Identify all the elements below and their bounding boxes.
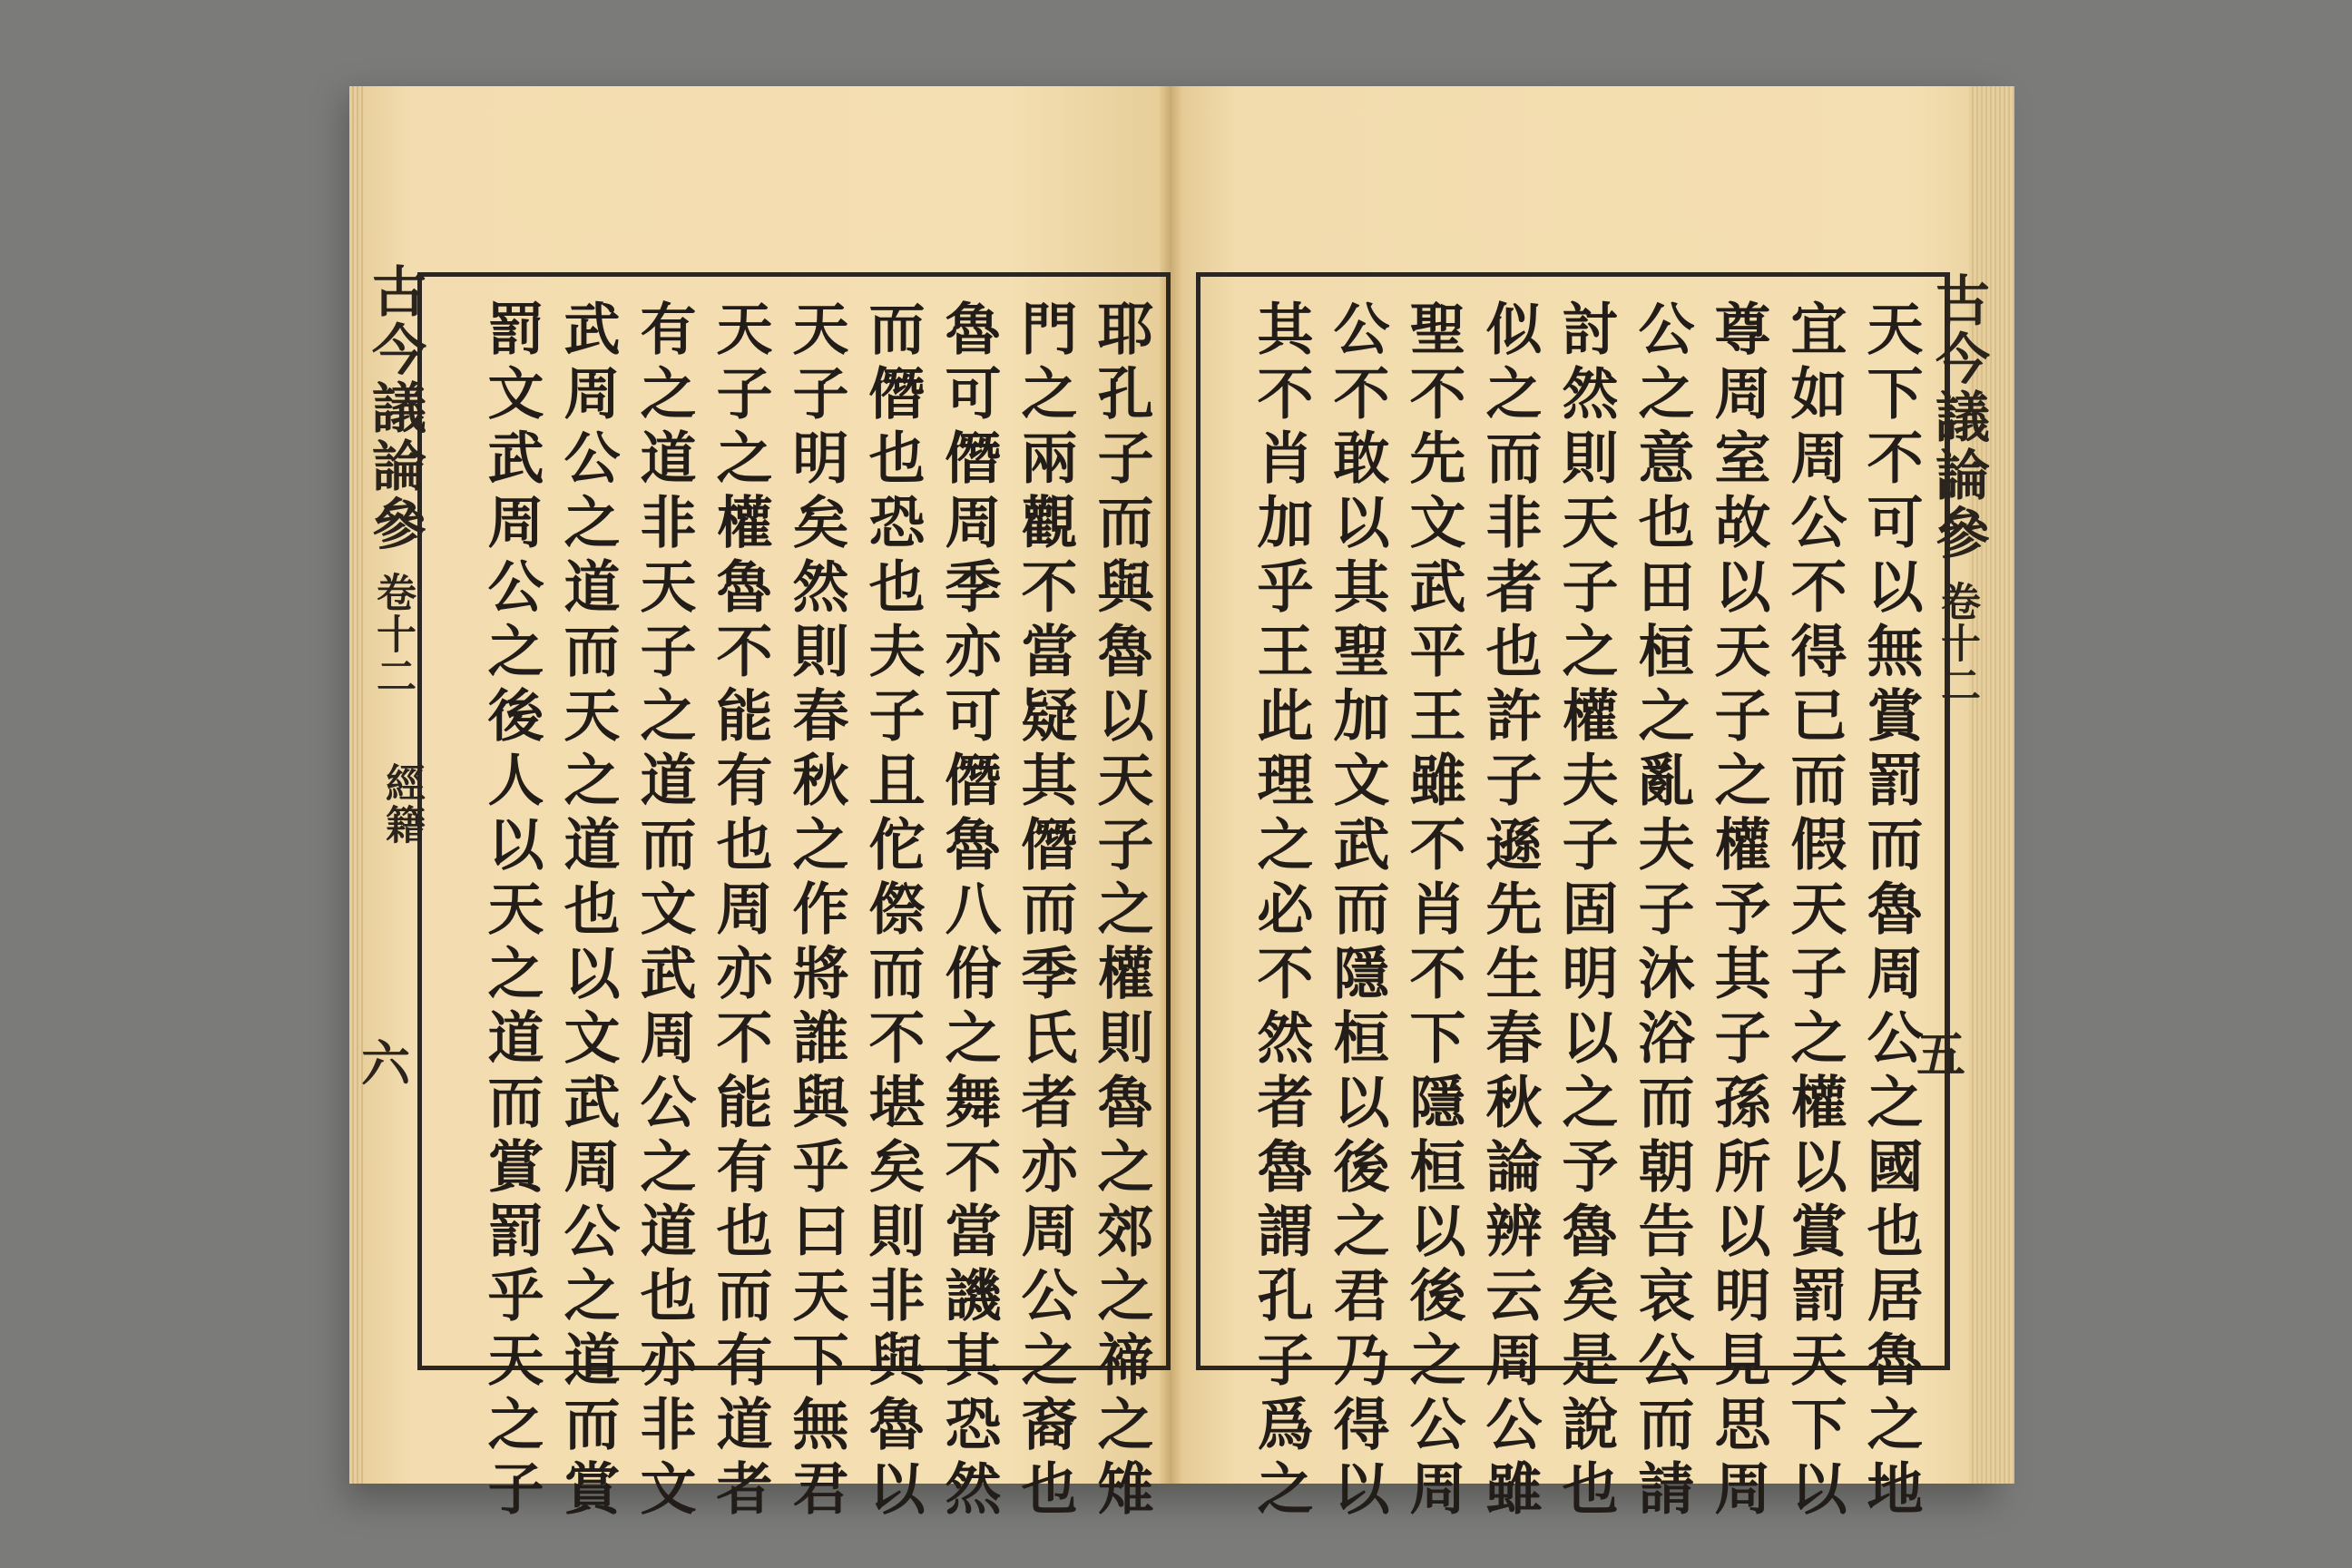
left-col-1: 耶孔子而與魯以天子之權則魯之郊之禘之雉 [1088,299,1154,1524]
right-margin-volume: 卷十二 [1934,581,1980,706]
right-col-1: 天下不可以無賞罰而魯周公之國也居魯之地 [1857,299,1924,1524]
left-margin-category: 經籍 [378,762,425,846]
left-col-7: 有之道非天子之道而文武周公之道也亦非文 [631,299,697,1524]
right-col-8: 公不敢以其聖加文武而隱桓以後之君乃得以 [1324,299,1390,1524]
left-margin-title: 古今議論參 [363,263,426,554]
left-col-5: 天子明矣然則春秋之作將誰與乎曰天下無君 [783,299,849,1524]
right-col-4: 公之意也田桓之亂夫子沐浴而朝告哀公而請 [1629,299,1695,1524]
right-folio: 五 [1916,1025,1965,1083]
left-margin-volume: 卷十二 [369,572,416,697]
left-col-9: 罰文武周公之後人以天之道而賞罰乎天之子 [478,299,544,1524]
right-col-9: 其不肖加乎王此理之必不然者魯謂孔子爲之 [1248,299,1314,1524]
left-col-4: 而僭也恐也夫子且佗傺而不堪矣則非與魯以 [859,299,926,1524]
right-col-3: 尊周室故以天子之權予其子孫所以明見思周 [1705,299,1771,1524]
left-col-2: 門之兩觀不當疑其僭而季氏者亦周公之裔也 [1012,299,1078,1524]
right-col-6: 似之而非者也許子遜先生春秋論辨云周公雖 [1476,299,1543,1524]
left-folio: 六 [361,1034,410,1093]
left-col-3: 魯可僭周季亦可僭魯八佾之舞不當譏其恐然 [936,299,1002,1524]
right-col-5: 討然則天子之權夫子固明以之予魯矣是說也 [1553,299,1619,1524]
right-col-2: 宜如周公不得已而假天子之權以賞罰天下以 [1781,299,1847,1524]
left-col-6: 天子之權魯不能有也周亦不能有也而有道者 [707,299,773,1524]
left-col-8: 武周公之道而天之道也以文武周公之道而賞 [554,299,621,1524]
right-margin-title: 古今議論參 [1926,272,1990,563]
right-col-7: 聖不先文武平王雖不肖不下隱桓以後之公周 [1400,299,1466,1524]
